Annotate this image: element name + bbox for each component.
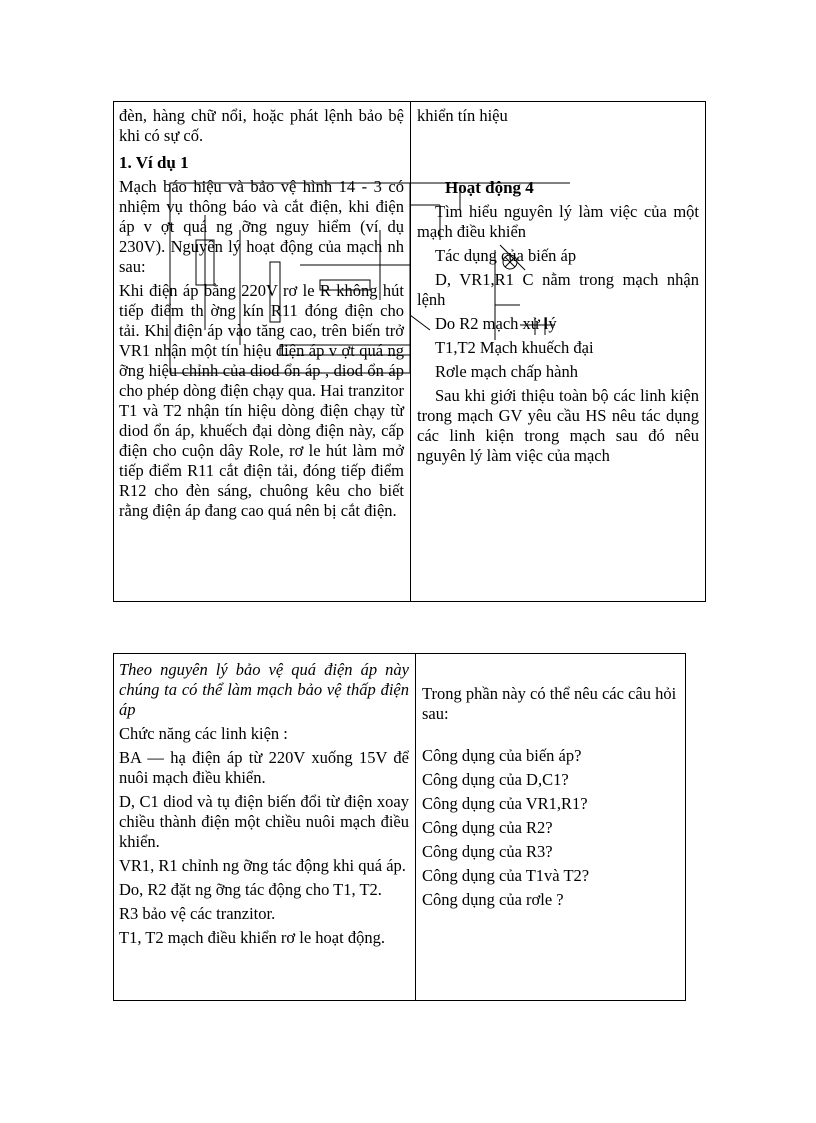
activity-line: Tác dụng của biến áp bbox=[435, 246, 577, 265]
activity-line: Do R2 mạch xử lý bbox=[435, 314, 557, 333]
component-line: Chức năng các linh kiện : bbox=[119, 724, 288, 743]
question-line: Công dụng của R2? bbox=[422, 818, 553, 837]
continued-text: khiển tín hiệu bbox=[417, 106, 508, 125]
component-line: VR1, R1 chỉnh ng ỡng tác động khi quá áp. bbox=[119, 856, 406, 875]
component-line: R3 bảo vệ các tranzitor. bbox=[119, 904, 276, 923]
description-paragraph: Mạch báo hiệu và bảo vệ hình 14 - 3 có nhiệm vụ thông báo và cắt điện, khi điện áp v ợt quá ng ỡng nguy hiểm (ví dụ 230V). Nguyên lý hoạt động của mạch nh sau: bbox=[119, 177, 404, 276]
table-2 bbox=[113, 653, 686, 1001]
question-line: Công dụng của rơle ? bbox=[422, 890, 564, 909]
table-1-right-cell bbox=[411, 102, 705, 601]
table-2-right-cell bbox=[416, 654, 685, 1000]
example-heading: 1. Ví dụ 1 bbox=[119, 153, 189, 172]
component-line: BA — hạ điện áp từ 220V xuống 15V để nuôi mạch điều khiển. bbox=[119, 748, 409, 787]
activity-line: Sau khi giới thiệu toàn bộ các linh kiện trong mạch GV yêu cầu HS nêu tác dụng các linh kiện trong mạch sau đó nêu nguyên lý làm việc của mạch bbox=[417, 386, 699, 465]
component-line: T1, T2 mạch điều khiển rơ le hoạt động. bbox=[119, 928, 385, 947]
question-line: Công dụng của biến áp? bbox=[422, 746, 582, 765]
intro-text: đèn, hàng chữ nổi, hoặc phát lệnh bảo bệ khi có sự cố. bbox=[119, 106, 404, 145]
activity-line: Rơle mạch chấp hành bbox=[435, 362, 578, 381]
activity-line: D, VR1,R1 C nằm trong mạch nhận lệnh bbox=[417, 270, 699, 309]
component-line: D, C1 diod và tụ điện biến đổi từ điện xoay chiều thành điện một chiều nuôi mạch điều khiển. bbox=[119, 792, 409, 851]
activity-heading: Hoạt động 4 bbox=[445, 178, 534, 197]
table-1 bbox=[113, 101, 706, 602]
question-line: Công dụng của R3? bbox=[422, 842, 553, 861]
table-2-left-cell bbox=[114, 654, 416, 1000]
table-1-left-cell bbox=[114, 102, 411, 601]
activity-line: Tìm hiểu nguyên lý làm việc của một mạch điều khiển bbox=[417, 202, 699, 241]
activity-line: T1,T2 Mạch khuếch đại bbox=[435, 338, 594, 357]
principle-paragraph: Khi điện áp bằng 220V rơ le R không hút tiếp điểm th ờng kín R11 đóng điện cho tải. Khi điện áp vào tăng cao, trên biến trở VR1 nhận một tín hiệu điện áp v ợt quá ng ỡng hiệu chỉnh của diod ổn áp , diod ổn áp cho phép dòng điện chạy qua. Hai tranzitor T1 và T2 nhận tín hiệu dòng điện chạy từ diod ổn áp, khuếch đại dòng điện này, cấp điện cho cuộn dây Role, rơ le hút làm mở tiếp điểm R11 cắt điện tải, đóng tiếp điểm R12 cho đèn sáng, chuông kêu cho biết rằng điện áp đang cao quá nên bị cắt điện. bbox=[119, 281, 404, 520]
question-line: Công dụng của VR1,R1? bbox=[422, 794, 588, 813]
questions-intro: Trong phần này có thể nêu các câu hỏi sau: bbox=[422, 684, 677, 723]
italic-intro: Theo nguyên lý bảo vệ quá điện áp này chúng ta có thể làm mạch bảo vệ thấp điện áp bbox=[119, 660, 409, 719]
question-line: Công dụng của T1và T2? bbox=[422, 866, 590, 885]
question-line: Công dụng của D,C1? bbox=[422, 770, 569, 789]
component-line: Do, R2 đặt ng ỡng tác động cho T1, T2. bbox=[119, 880, 382, 899]
